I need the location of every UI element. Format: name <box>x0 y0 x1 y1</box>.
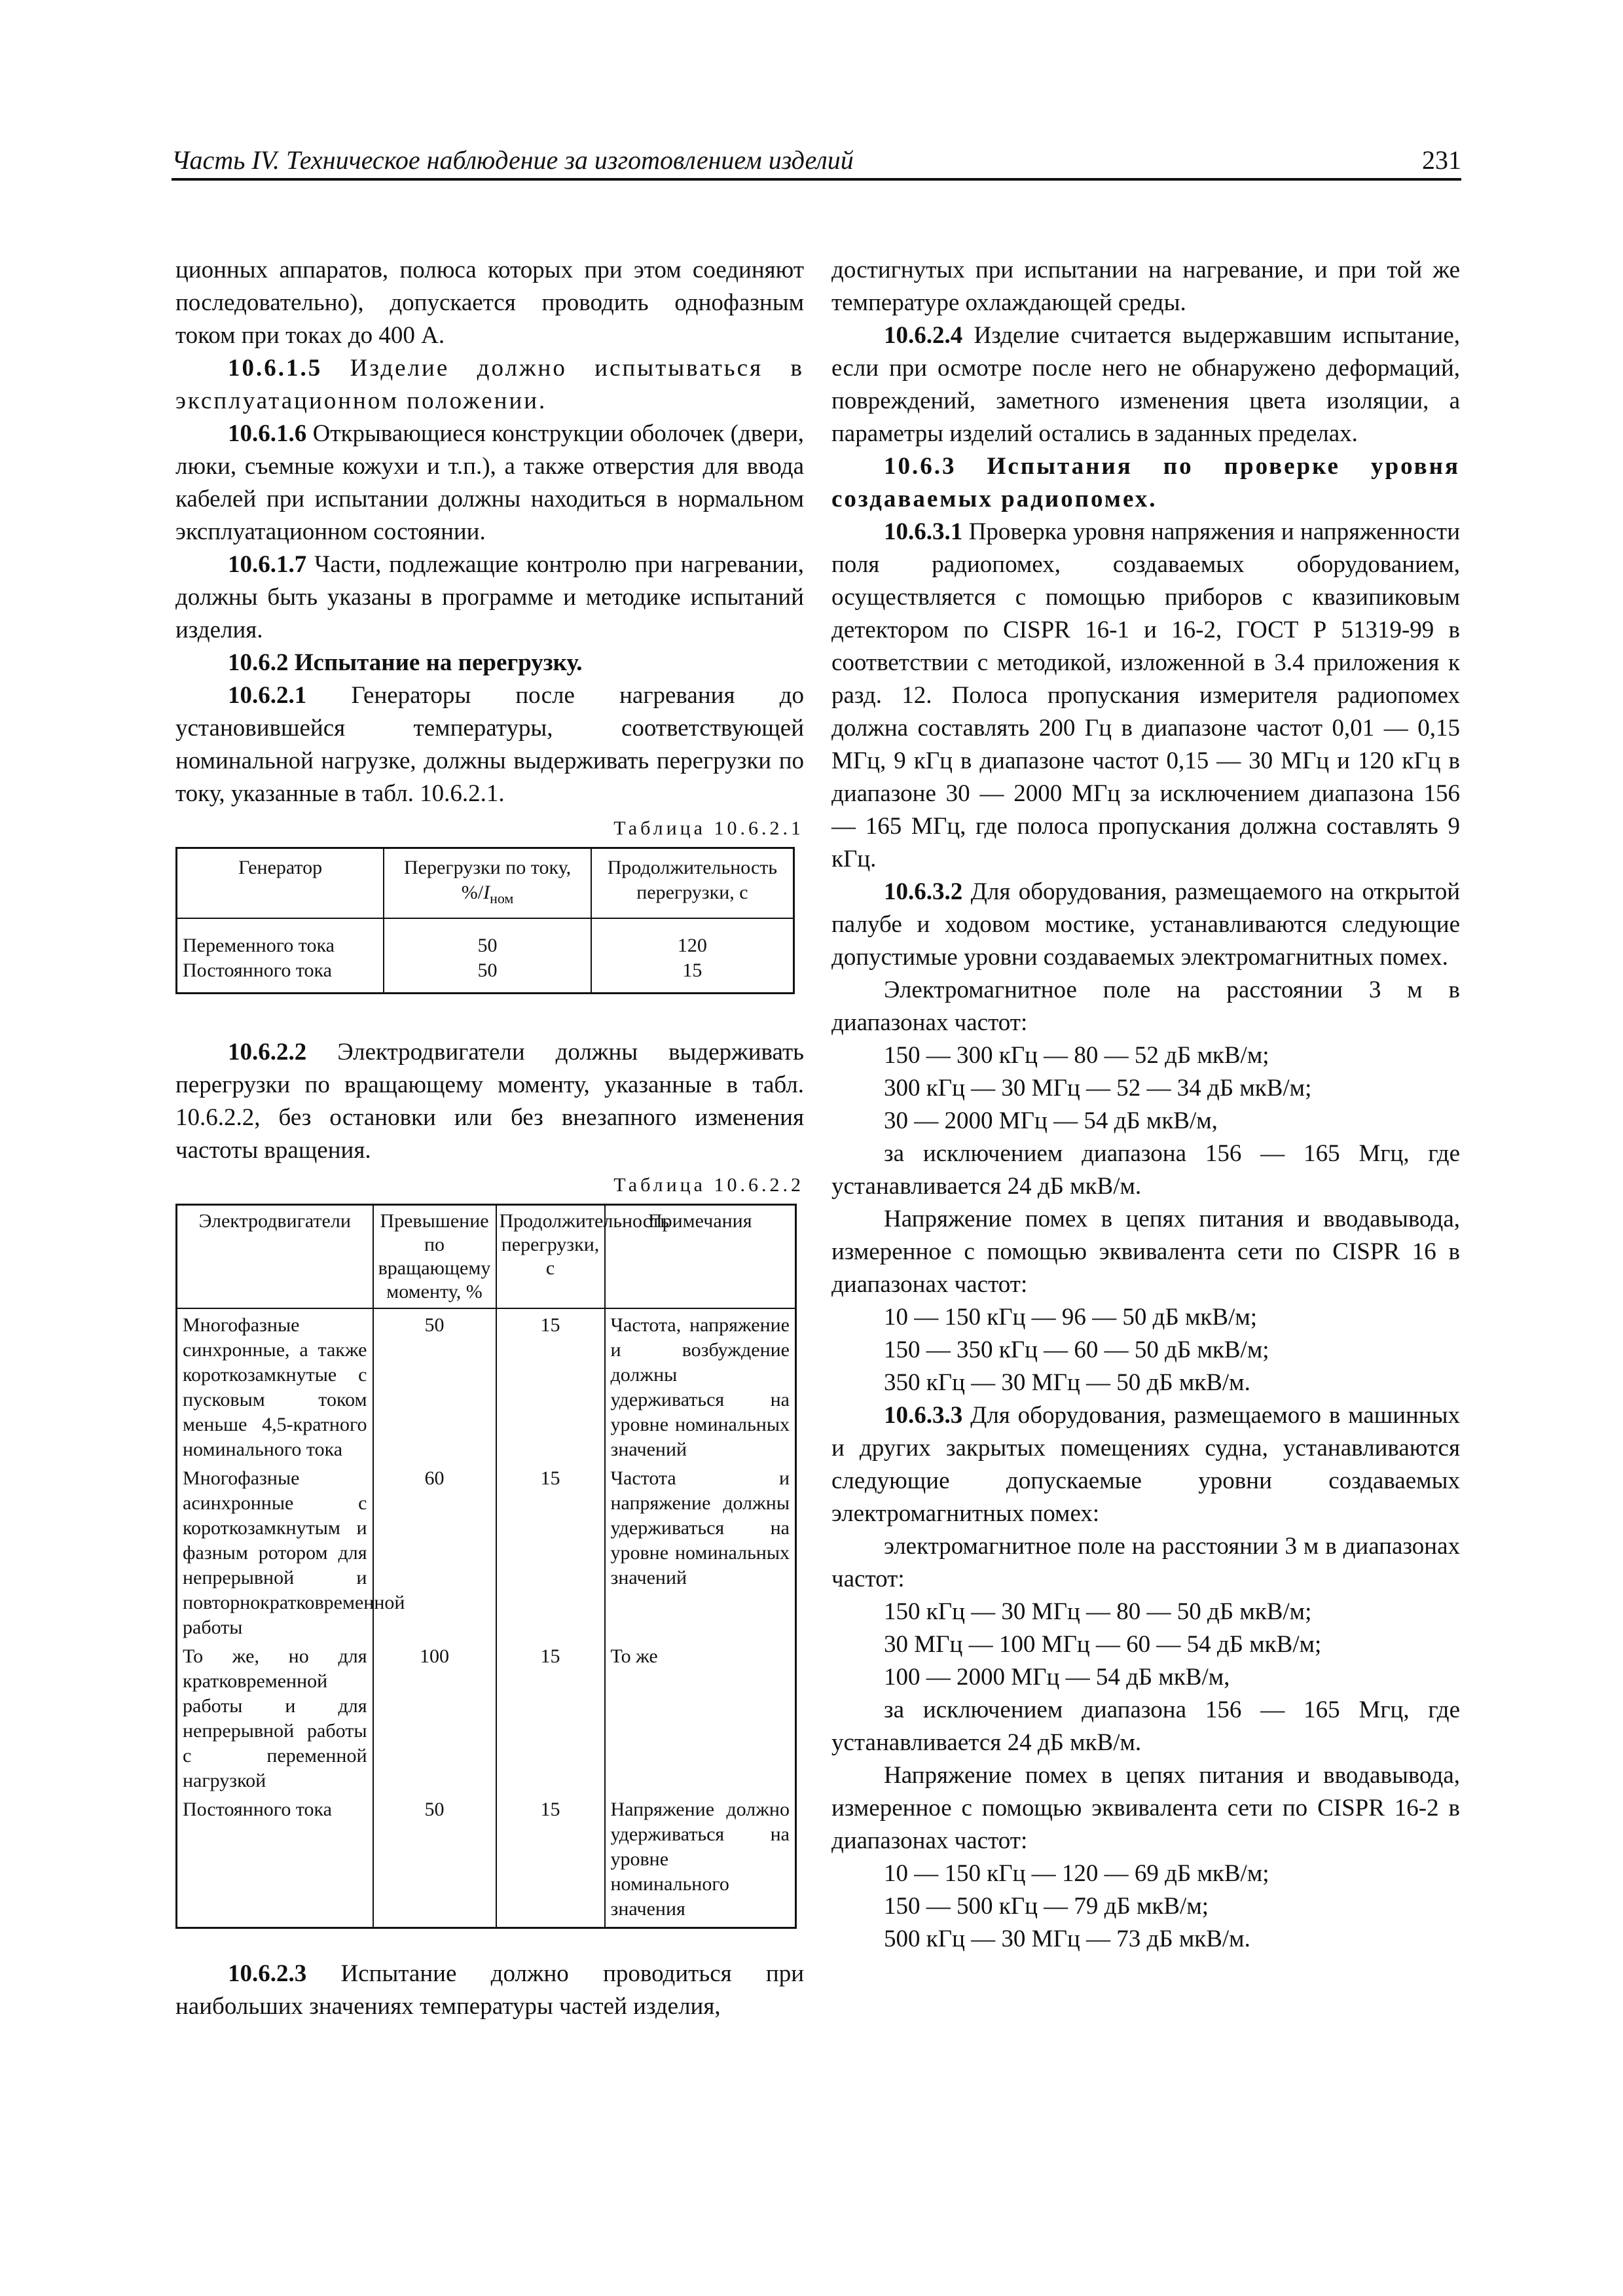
paragraph: 10.6.3.1 Проверка уровня напряжения и напряженности поля радиопомех, создаваемых оборудованием, осуществляется с помощью приборов с квазипиковым детектором по CISPR 16-1 и 16-2, ГОСТ Р 51319-99 в соответствии с методикой, изложенной в 3.4 приложения к разд. 12. Полоса пропускания измерителя радиопомех должна составлять 200 Гц в диапазоне частот 0,01 — 0,15 МГц, 9 кГц в диапазоне частот 0,15 — 30 МГц и 120 кГц в диапазоне 30 — 2000 МГц за исключением диапазона 156 — 165 МГц, где полоса пропускания должна составлять 9 кГц. <box>831 518 1460 872</box>
clause-number: 10.6.2.3 <box>228 1960 307 1987</box>
limit-line: 10 — 150 кГц — 120 — 69 дБ мкВ/м; <box>884 1860 1269 1887</box>
limit-line: 30 МГц — 100 МГц — 60 — 54 дБ мкВ/м; <box>884 1631 1322 1658</box>
motor-overload-table <box>175 1204 797 1929</box>
page-header <box>172 143 1461 181</box>
left-column <box>175 254 804 2023</box>
paragraph: за исключением диапазона 156 — 165 Мгц, где устанавливается 24 дБ мкВ/м. <box>831 1140 1460 1200</box>
limit-line: 150 — 350 кГц — 60 — 50 дБ мкВ/м; <box>884 1336 1269 1363</box>
right-column <box>831 254 1460 1956</box>
paragraph: Электромагнитное поле на расстоянии 3 м в диапазонах частот: <box>831 977 1460 1036</box>
table-row: Постоянного тока 50 15 Напряжение должно удерживаться на уровне номинального значения <box>177 1793 796 1928</box>
paragraph: 10.6.1.5 Изделие должно испытываться в эксплуатационном положении. <box>175 355 804 414</box>
paragraph: 10.6.2.4 Изделие считается выдержавшим испытание, если при осмотре после него не обнаружено деформаций, повреждений, заметного изменения цвета изоляции, а параметры изделий остались в заданных пределах. <box>831 322 1460 447</box>
limit-line: 300 кГц — 30 МГц — 52 — 34 дБ мкВ/м; <box>884 1075 1312 1102</box>
table-header: Генератор <box>177 848 384 919</box>
clause-number: 10.6.2.2 <box>228 1039 307 1066</box>
clause-number: 10.6.3.3 <box>884 1402 963 1429</box>
clause-number: 10.6.2.4 <box>884 322 963 349</box>
clause-number: 10.6.3.2 <box>884 878 963 905</box>
paragraph: 10.6.3.2 Для оборудования, размещаемого на открытой палубе и ходовом мостике, устанавливаются следующие допустимые уровни создаваемых электромагнитных помех. <box>831 878 1460 971</box>
running-title: Часть IV. Техническое наблюдение за изготовлением изделий <box>172 145 854 175</box>
paragraph: Напряжение помех в цепях питания и вводавывода, измеренное с помощью эквивалента сети по CISPR 16 в диапазонах частот: <box>831 1206 1460 1298</box>
paragraph: 10.6.2.2 Электродвигатели должны выдерживать перегрузки по вращающему моменту, указанные в табл. 10.6.2.2, без остановки или без внезапного изменения частоты вращения. <box>175 1039 804 1164</box>
limit-line: 10 — 150 кГц — 96 — 50 дБ мкВ/м; <box>884 1304 1258 1331</box>
paragraph: Напряжение помех в цепях питания и вводавывода, измеренное с помощью эквивалента сети по CISPR 16-2 в диапазонах частот: <box>831 1762 1460 1854</box>
limit-line: 150 — 300 кГц — 80 — 52 дБ мкВ/м; <box>884 1042 1269 1069</box>
table-caption: Таблица 10.6.2.2 <box>613 1174 804 1196</box>
limit-line: 150 — 500 кГц — 79 дБ мкВ/м; <box>884 1893 1209 1920</box>
table-header: Превышение по вращающему моменту, % <box>373 1205 496 1309</box>
limit-line: 500 кГц — 30 МГц — 73 дБ мкВ/м. <box>884 1926 1250 1952</box>
table-row: Переменного тока 50 120 <box>177 918 794 958</box>
paragraph: 10.6.2.1 Генераторы после нагревания до установившейся температуры, соответствующей номинальной нагрузке, должны выдерживать перегрузки по току, указанные в табл. 10.6.2.1. <box>175 682 804 807</box>
table-row: Многофазные асинхронные с короткозамкнутым и фазным ротором для непрерывной и повторнократковременной работы 60 15 Частота и напряжение должны удерживаться на уровне номинальных значений <box>177 1462 796 1640</box>
generator-overload-table <box>175 847 795 994</box>
clause-number: 10.6.1.6 <box>228 420 307 447</box>
paragraph: 10.6.3.3 Для оборудования, размещаемого в машинных и других закрытых помещениях судна, устанавливаются следующие допускаемые уровни создаваемых электромагнитных помех: <box>831 1402 1460 1527</box>
limit-line: 150 кГц — 30 МГц — 80 — 50 дБ мкВ/м; <box>884 1598 1312 1625</box>
limit-line: 30 — 2000 МГц — 54 дБ мкВ/м, <box>884 1107 1218 1134</box>
table-row: Постоянного тока 50 15 <box>177 958 794 994</box>
table-row: То же, но для кратковременной работы и для непрерывной работы с переменной нагрузкой 100 15 То же <box>177 1640 796 1793</box>
limit-line: 100 — 2000 МГц — 54 дБ мкВ/м, <box>884 1664 1230 1691</box>
table-header: Продолжительность перегрузки, с <box>591 848 794 919</box>
paragraph: электромагнитное поле на расстоянии 3 м в диапазонах частот: <box>831 1533 1460 1592</box>
clause-number: 10.6.1.5 <box>228 355 323 382</box>
table-row: Многофазные синхронные, а также короткозамкнутые с пусковым током меньше 4,5-кратного номинального тока 50 15 Частота, напряжение и возбуждение должны удерживаться на уровне номинальных значений <box>177 1308 796 1462</box>
table-header: Перегрузки по току, $\%/I_{ном}$ <box>384 848 591 919</box>
clause-number: 10.6.2.1 <box>228 682 307 709</box>
paragraph: за исключением диапазона 156 — 165 Мгц, где устанавливается 24 дБ мкВ/м. <box>831 1696 1460 1756</box>
page-number: 231 <box>1422 145 1461 175</box>
table-caption: Таблица 10.6.2.1 <box>613 817 804 839</box>
paragraph: 10.6.2.3 Испытание должно проводиться при наибольших значениях температуры частей изделия, <box>175 1960 804 2020</box>
paragraph: ционных аппаратов, полюса которых при этом соединяют последовательно), допускается проводить однофазным током при токах до 400 А. <box>175 257 804 349</box>
clause-number: 10.6.3.1 <box>884 518 963 545</box>
table-header: Примечания <box>605 1205 796 1309</box>
table-header: Продолжительность перегрузки, с <box>496 1205 605 1309</box>
section-heading: 10.6.2 Испытание на перегрузку. <box>228 649 583 676</box>
section-heading: 10.6.3 Испытания по проверке уровня создаваемых радиопомех. <box>831 453 1460 512</box>
paragraph: 10.6.1.7 Части, подлежащие контролю при нагревании, должны быть указаны в программе и методике испытаний изделия. <box>175 551 804 643</box>
table-header: Электродвигатели <box>177 1205 373 1309</box>
paragraph: достигнутых при испытании на нагревание, и при той же температуре охлаждающей среды. <box>831 257 1460 316</box>
limit-line: 350 кГц — 30 МГц — 50 дБ мкВ/м. <box>884 1369 1250 1396</box>
paragraph: 10.6.1.6 Открывающиеся конструкции оболочек (двери, люки, съемные кожухи и т.п.), а также отверстия для ввода кабелей при испытании должны находиться в нормальном эксплуатационном состоянии. <box>175 420 804 545</box>
clause-number: 10.6.1.7 <box>228 551 307 578</box>
